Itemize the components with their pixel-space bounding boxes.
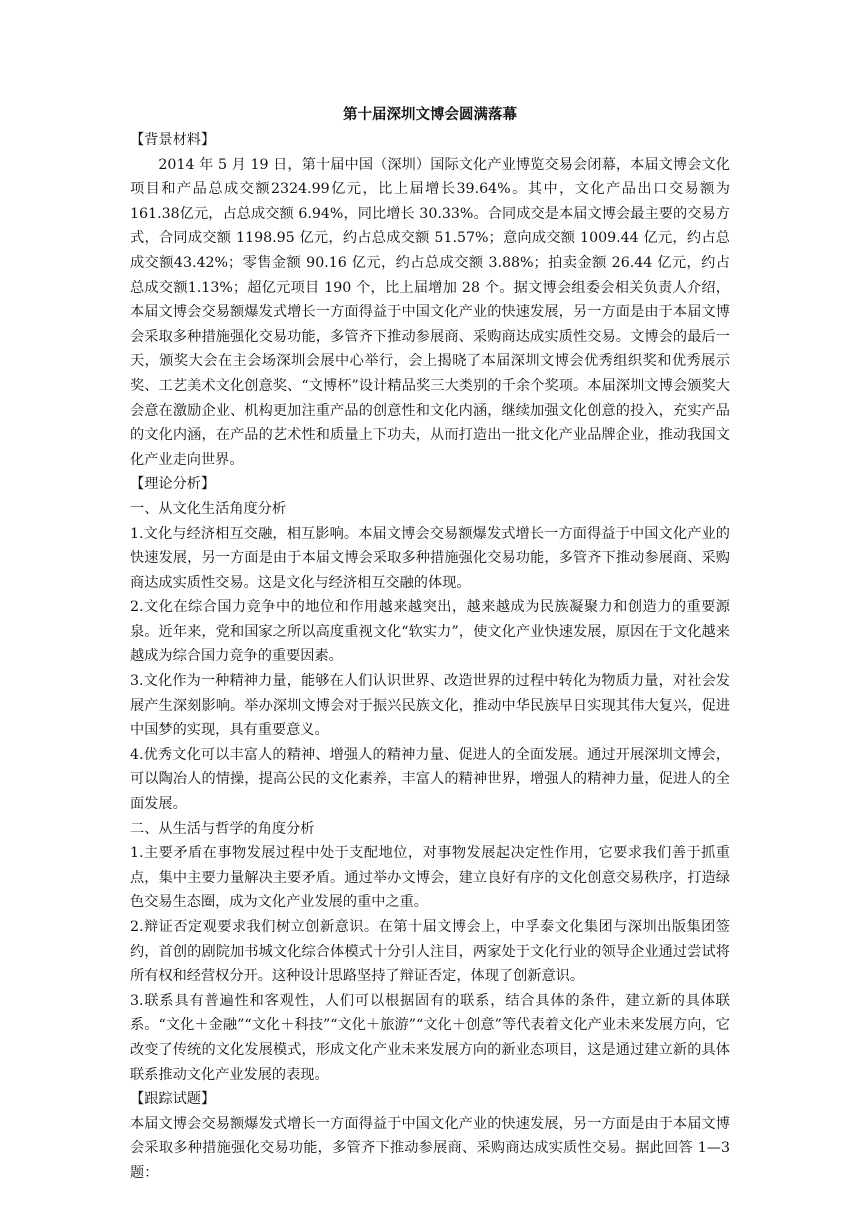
tracking-label: 【跟踪试题】 — [130, 1091, 216, 1108]
section2-item: 1.主要矛盾在事物发展过程中处于支配地位，对事物发展起决定性作用，它要求我们善于抓重点，集中主要力量解决主要矛盾。通过举办文博会，建立良好有序的文化创意交易秩序，打造绿色交易生态圈，成为文化产业发展的重中之重。 — [130, 845, 730, 911]
background-paragraph: 2014 年 5 月 19 日，第十届中国（深圳）国际文化产业博览交易会闭幕，本届文博会文化项目和产品总成交额2324.99亿元，比上届增长39.64%。其中，文化产品出口交易额为161.38亿元，占总成交额 6.94%，同比增长 30.33%。合同成交是本届文博会最主要的交易方式，合同成交额 1198.95 亿元，约占总成交额 51.57%；意向成交额 1009.44 亿元，约占总成交额43.42%；零售金额 90.16 亿元，约占总成交额 3.88%；拍卖金额 26.44 亿元，约占总成交额1.13%；超亿元项目 190 个，比上届增加 28 个。据文博会组委会相关负责人介绍，本届文博会交易额爆发式增长一方面得益于中国文化产业的快速发展，另一方面是由于本届文博会采取多种措施强化交易功能，多管齐下推动参展商、采购商达成实质性交易。文博会的最后一天，颁奖大会在主会场深圳会展中心举行，会上揭晓了本届深圳文博会优秀组织奖和优秀展示奖、工艺美术文化创意奖、“文博杯”设计精品奖三大类别的千余个奖项。本届深圳文博会颁奖大会意在激励企业、机构更加注重产品的创意性和文化内涵，继续加强文化创意的投入，充实产品的文化内涵，在产品的艺术性和质量上下功夫，从而打造出一批文化产业品牌企业，推动我国文化产业走向世界。 — [130, 156, 730, 468]
section2-heading: 二、从生活与哲学的角度分析 — [130, 820, 315, 837]
section2-item: 2.辩证否定观要求我们树立创新意识。在第十届文博会上，中孚泰文化集团与深圳出版集团签约，首创的剧院加书城文化综合体模式十分引人注目，两家处于文化行业的领导企业通过尝试将所有权和经营权分开。这种设计思路坚持了辩证否定，体现了创新意识。 — [130, 919, 730, 985]
document-title: 第十届深圳文博会圆满落幕 — [343, 106, 517, 123]
section1-item: 3.文化作为一种精神力量，能够在人们认识世界、改造世界的过程中转化为物质力量，对社会发展产生深刻影响。举办深圳文博会对于振兴民族文化，推动中华民族早日实现其伟大复兴，促进中国梦的实现，具有重要意义。 — [130, 673, 730, 739]
section1-heading: 一、从文化生活角度分析 — [130, 500, 287, 517]
section1-item: 2.文化在综合国力竞争中的地位和作用越来越突出，越来越成为民族凝聚力和创造力的重要源泉。近年来，党和国家之所以高度重视文化“软实力”，使文化产业快速发展，原因在于文化越来越成为综合国力竞争的重要因素。 — [130, 599, 730, 665]
section2-item: 3.联系具有普遍性和客观性，人们可以根据固有的联系，结合具体的条件，建立新的具体联系。“文化＋金融”“文化＋科技”“文化＋旅游”“文化＋创意”等代表着文化产业未来发展方向，它改变了传统的文化发展模式，形成文化产业未来发展方向的新业态项目，这是通过建立新的具体联系推动文化产业发展的表现。 — [130, 992, 730, 1083]
background-label: 【背景材料】 — [130, 132, 216, 148]
tracking-paragraph: 本届文博会交易额爆发式增长一方面得益于中国文化产业的快速发展，另一方面是由于本届文博会采取多种措施强化交易功能，多管齐下推动参展商、采购商达成实质性交易。据此回答 1—3 题： — [130, 1115, 730, 1181]
document-body — [130, 102, 730, 1186]
section1-item: 4.优秀文化可以丰富人的精神、增强人的精神力量、促进人的全面发展。通过开展深圳文博会，可以陶冶人的情操，提高公民的文化素养，丰富人的精神世界，增强人的精神力量，促进人的全面发展。 — [130, 746, 730, 813]
theory-label: 【理论分析】 — [130, 476, 216, 493]
section1-item: 1.文化与经济相互交融，相互影响。本届文博会交易额爆发式增长一方面得益于中国文化产业的快速发展，另一方面是由于本届文博会采取多种措施强化交易功能，多管齐下推动参展商、采购商达成实质性交易。这是文化与经济相互交融的体现。 — [130, 525, 730, 591]
